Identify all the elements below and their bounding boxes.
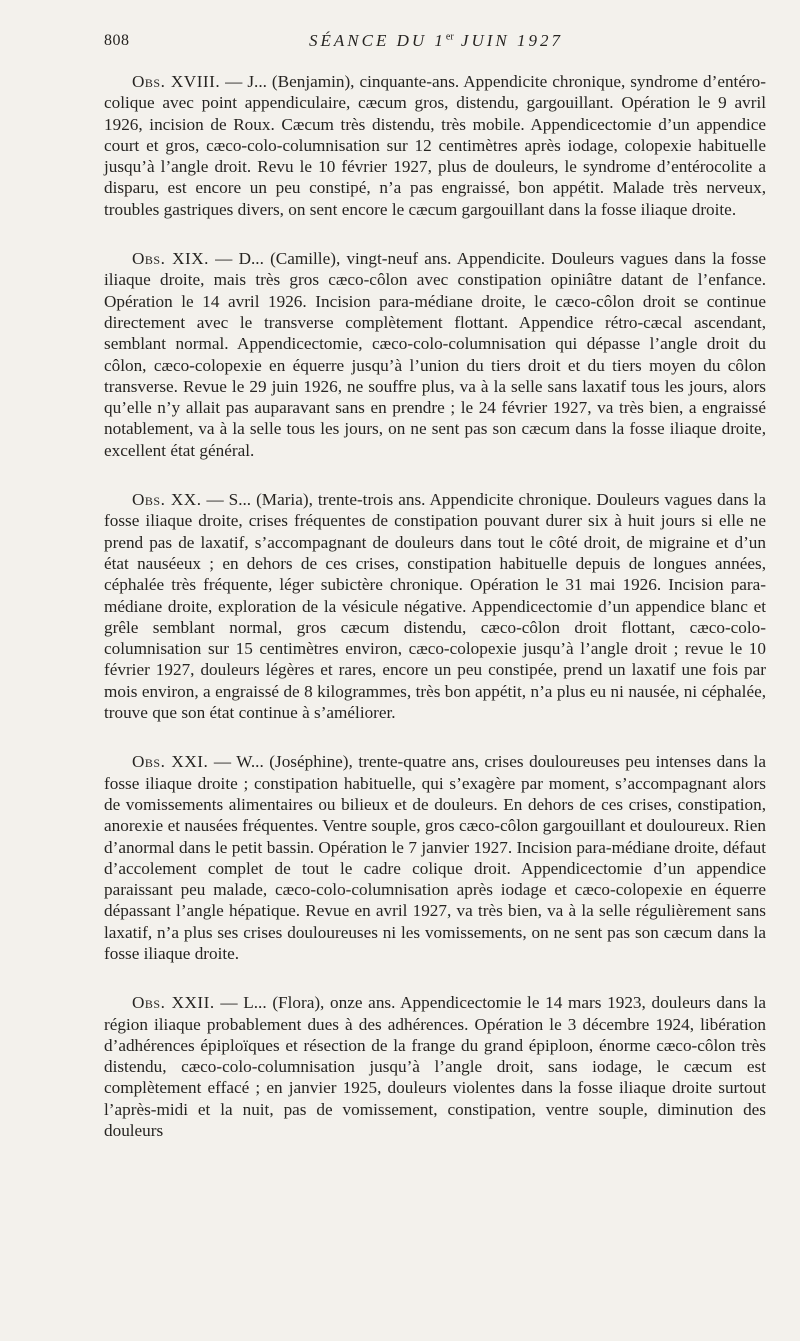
observation-text: — D... (Camille), vingt-neuf ans. Appendicite. Douleurs vagues dans la fosse iliaque droite, mais très gros cæco-côlon avec constipation opiniâtre datant de l’enfance. Opération le 14 avril 1926. Incision para-médiane droite, le cæco-côlon droit se continue directement avec le transverse complètement flottant. Appendice rétro-cæcal ascendant, semblant normal. Appendicectomie, cæco-colo-columnisation qui dépasse l’angle droit du côlon, cæco-colopexie en équerre jusqu’à l’union du tiers droit et du tiers moyen du côlon transverse. Revue le 29 juin 1926, ne souffre plus, va à la selle sans laxatif tous les jours, alors qu’elle n’y allait pas auparavant sans en prendre ; le 24 février 1927, va très bien, a engraissé notablement, va à la selle tous les jours, on ne sent pas son cæcum dans la fosse iliaque droite, excellent état général.	[104, 249, 767, 460]
running-head-post: JUIN 1927	[453, 31, 563, 50]
page-header	[104, 28, 768, 56]
running-head-sup: er	[445, 31, 454, 43]
observation-text: — L... (Flora), onze ans. Appendicectomie le 14 mars 1923, douleurs dans la région iliaque probablement dues à des adhérences. Opération le 3 décembre 1924, libération d’adhérences épiploïques et résection de la frange du grand épiploon, énorme cæco-côlon très distendu, cæco-colo-columnisation jusqu’à l’angle droit, sans iodage, le cæcum est complètement effacé ; en janvier 1925, douleurs violentes dans la fosse iliaque droite surtout l’après-midi et la nuit, pas de vomissement, constipation, ventre souple, diminution des douleurs	[104, 993, 766, 1141]
running-head-pre: SÉANCE DU 1	[309, 31, 446, 50]
observation-xxii	[104, 992, 766, 1141]
observation-xviii	[104, 71, 766, 220]
page-body	[104, 68, 766, 1141]
observation-label: Obs. XXI.	[132, 752, 209, 772]
observation-label: Obs. XIX.	[132, 249, 209, 269]
observation-text: — W... (Joséphine), trente-quatre ans, crises douloureuses peu intenses dans la fosse iliaque droite ; constipation habituelle, qui s’exagère par moment, s’accompagnant alors de vomissements alimentaires ou bilieux et de douleurs. En dehors de ces crises, constipation, anorexie et nausées fréquentes. Ventre souple, gros cæco-côlon gargouillant et douloureux. Rien d’anormal dans le petit bassin. Opération le 7 janvier 1927. Incision para-médiane droite, défaut d’accolement complet de tout le cadre colique droit. Appendicectomie d’un appendice paraissant peu malade, cæco-colo-columnisation après iodage et cæco-colopexie en équerre dépassant l’angle hépatique. Revue en avril 1927, va très bien, va à la selle régulièrement sans laxatif, n’a plus ses crises douloureuses ni les vomissements, on ne sent pas son cæcum dans la fosse iliaque droite.	[104, 752, 767, 963]
observation-xx	[104, 489, 766, 723]
page-number: 808	[104, 32, 130, 49]
observation-label: Obs. XVIII.	[132, 72, 221, 91]
observation-xix	[104, 248, 766, 461]
observation-label: Obs. XX.	[132, 490, 202, 510]
observation-xxi	[104, 751, 766, 964]
running-head	[104, 31, 768, 51]
observation-label: Obs. XXII.	[132, 993, 215, 1013]
observation-text: — S... (Maria), trente-trois ans. Appendicite chronique. Douleurs vagues dans la fosse iliaque droite, crises fréquentes de constipation pouvant durer six à huit jours si elle ne prend pas de laxatif, s’accompagnant de douleurs dans tout le côté droit, de migraine et d’un état nauséeux ; en dehors de ces crises, constipation habituelle depuis de longues années, céphalée très fréquente, léger subictère chronique. Opération le 31 mai 1926. Incision para-médiane droite, exploration de la vésicule négative. Appendicectomie d’un appendice blanc et grêle semblant normal, gros cæcum distendu, cæco-côlon droit flottant, cæco-colo-columnisation sur 15 centimètres environ, cæco-colopexie jusqu’à l’angle droit ; revue le 10 février 1927, douleurs légères et rares, encore un peu constipée, prend un laxatif une fois par mois environ, a engraissé de 8 kilogrammes, très bon appétit, n’a plus eu ni nausée, ni céphalée, trouve que son état continue à s’améliorer.	[104, 490, 767, 723]
observation-text: — J... (Benjamin), cinquante-ans. Appendicite chronique, syndrome d’entéro-colique avec point appendiculaire, cæcum gros, distendu, gargouillant. Opération le 9 avril 1926, incision de Roux. Cæcum très distendu, très mobile. Appendicectomie d’un appendice court et gros, cæco-colo-columnisation sur 12 centimètres après iodage, colopexie habituelle jusqu’à l’angle droit. Revu le 10 février 1927, plus de douleurs, le syndrome d’entérocolite a disparu, est encore un peu constipé, n’a pas engraissé, bon appétit. Malade très nerveux, troubles gastriques divers, on sent encore le cæcum gargouillant dans la fosse iliaque droite.	[104, 72, 766, 219]
